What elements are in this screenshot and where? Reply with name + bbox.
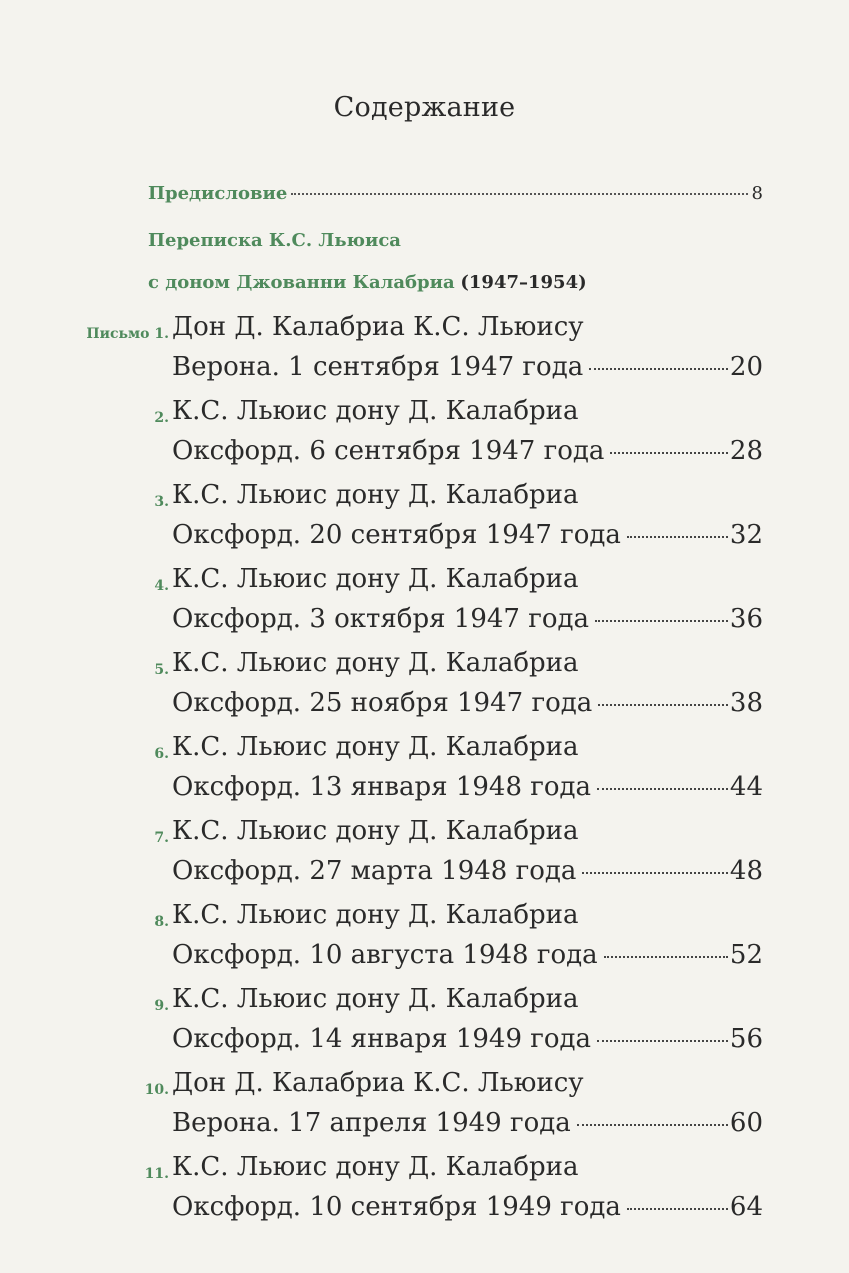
letter-place-date-row [172,772,763,802]
letter-number: 9. [154,998,169,1014]
dot-leader [610,452,728,454]
page-number: 32 [729,520,763,550]
letter-place-date-row [172,352,763,382]
toc-preface[interactable] [148,183,763,204]
letter-correspondents: К.С. Льюис дону Д. Калабриа [172,396,579,426]
letter-place-date-row [172,1192,763,1222]
toc-entry[interactable] [0,312,849,396]
letter-correspondents: Дон Д. Калабриа К.С. Льюису [172,1068,584,1098]
toc-entry[interactable] [0,984,849,1068]
letter-place-date: Оксфорд. 10 августа 1948 года [172,940,598,970]
dot-leader [604,956,728,958]
letter-number: 5. [154,662,169,678]
section-heading-text: с доном Джованни Калабриа [148,272,455,293]
page-number: 28 [729,436,763,466]
section-years: (1947–1954) [460,272,587,293]
dot-leader [597,1040,728,1042]
page-number: 64 [729,1192,763,1222]
page-number: 8 [751,183,763,204]
letter-number: 6. [154,746,169,762]
letter-correspondents: Дон Д. Калабриа К.С. Льюису [172,312,584,342]
letter-place-date: Оксфорд. 6 сентября 1947 года [172,436,605,466]
letter-place-date-row [172,436,763,466]
letter-place-date-row [172,1024,763,1054]
letter-number: 11. [144,1166,169,1182]
toc-entry[interactable] [0,1152,849,1236]
section-heading-line1: Переписка К.С. Льюиса [148,230,401,251]
letter-number: 8. [154,914,169,930]
letter-place-date-row [172,604,763,634]
letter-correspondents: К.С. Льюис дону Д. Калабриа [172,1152,579,1182]
letter-number: 4. [154,578,169,594]
letter-place-date-row [172,1108,763,1138]
letter-correspondents: К.С. Льюис дону Д. Калабриа [172,480,579,510]
page-number: 48 [729,856,763,886]
dot-leader [582,872,728,874]
letter-correspondents: К.С. Льюис дону Д. Калабриа [172,900,579,930]
dot-leader [291,193,747,195]
letter-place-date-row [172,520,763,550]
preface-label: Предисловие [148,183,288,204]
letter-number: 7. [154,830,169,846]
letter-place-date-row [172,856,763,886]
letter-correspondents: К.С. Льюис дону Д. Калабриа [172,816,579,846]
toc-entry[interactable] [0,564,849,648]
letter-place-date: Оксфорд. 13 января 1948 года [172,772,592,802]
letter-place-date: Оксфорд. 25 ноября 1947 года [172,688,593,718]
page-number: 60 [729,1108,763,1138]
page-title: Содержание [333,92,516,123]
letter-place-date: Оксфорд. 3 октября 1947 года [172,604,589,634]
dot-leader [577,1124,728,1126]
toc-entry[interactable] [0,900,849,984]
letter-number: Письмо 1. [86,326,169,342]
dot-leader [595,620,728,622]
page-number: 38 [729,688,763,718]
letter-place-date: Верона. 1 сентября 1947 года [172,352,584,382]
dot-leader [627,536,728,538]
letter-place-date-row [172,940,763,970]
letter-correspondents: К.С. Льюис дону Д. Калабриа [172,648,579,678]
letter-place-date: Оксфорд. 27 марта 1948 года [172,856,577,886]
toc-entry[interactable] [0,648,849,732]
page-number: 52 [729,940,763,970]
toc-entry[interactable] [0,1068,849,1152]
dot-leader [589,368,728,370]
letter-place-date: Верона. 17 апреля 1949 года [172,1108,571,1138]
letter-place-date: Оксфорд. 14 января 1949 года [172,1024,592,1054]
dot-leader [627,1208,728,1210]
toc-entry[interactable] [0,396,849,480]
page-number: 56 [729,1024,763,1054]
letter-correspondents: К.С. Льюис дону Д. Калабриа [172,732,579,762]
letter-place-date: Оксфорд. 10 сентября 1949 года [172,1192,621,1222]
toc-entry[interactable] [0,816,849,900]
letter-correspondents: К.С. Льюис дону Д. Калабриа [172,564,579,594]
dot-leader [598,704,728,706]
letter-number: 10. [144,1082,169,1098]
section-heading-line2 [148,272,587,293]
dot-leader [597,788,728,790]
page-number: 20 [729,352,763,382]
toc-entry[interactable] [0,732,849,816]
letter-place-date: Оксфорд. 20 сентября 1947 года [172,520,621,550]
page-number: 36 [729,604,763,634]
page-number: 44 [729,772,763,802]
letter-number: 2. [154,410,169,426]
letter-correspondents: К.С. Льюис дону Д. Калабриа [172,984,579,1014]
letter-place-date-row [172,688,763,718]
letter-number: 3. [154,494,169,510]
toc-entry[interactable] [0,480,849,564]
